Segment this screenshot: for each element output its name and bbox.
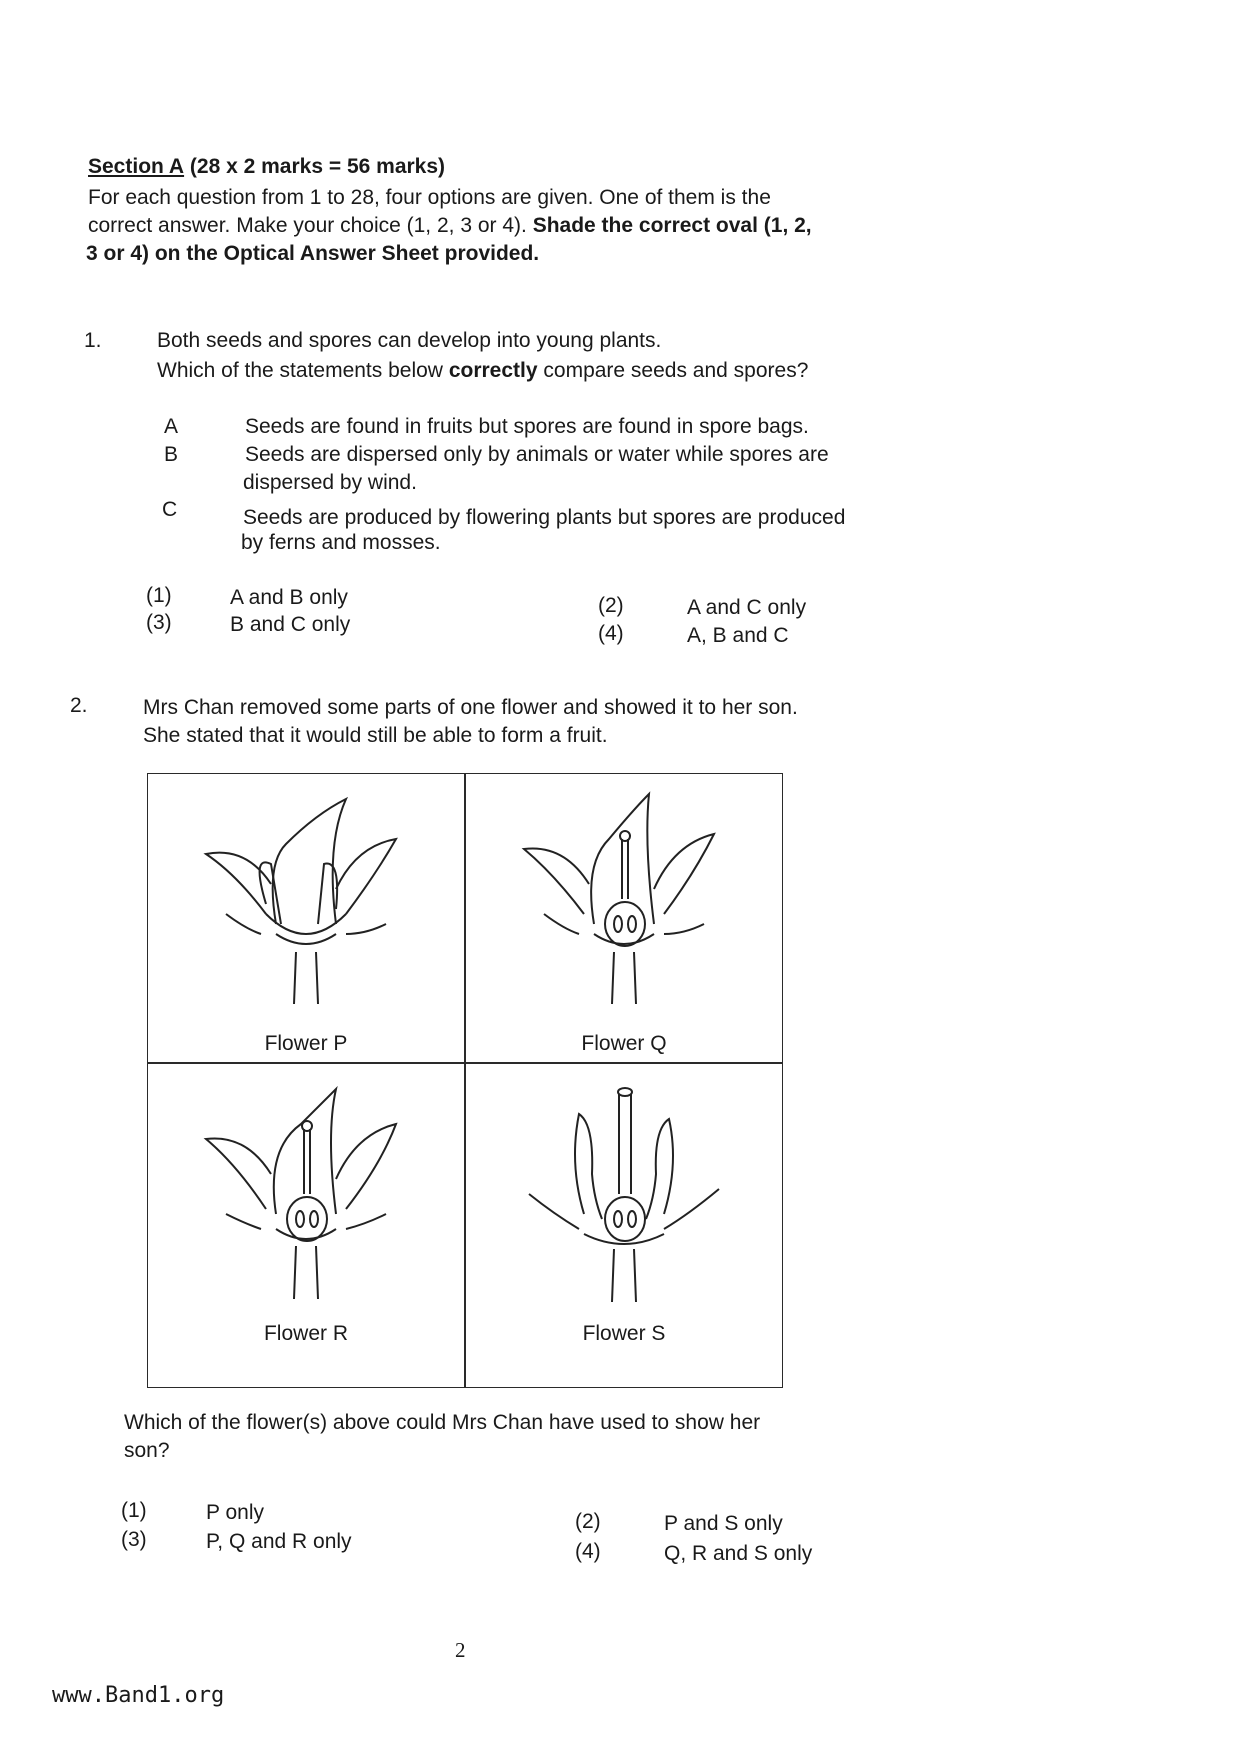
q2-question-line-2: son?	[124, 1439, 170, 1462]
instructions-line-2	[88, 213, 812, 239]
q1-statement-letter: C	[162, 498, 178, 521]
q1-statement-text: Seeds are dispersed only by animals or water while spores are	[245, 443, 829, 466]
q1-line-2a: Which of the statements below	[157, 359, 443, 382]
q1-line-2b: correctly	[448, 359, 538, 382]
q1-statement-text: dispersed by wind.	[243, 471, 417, 494]
q2-option-text: P, Q and R only	[206, 1530, 352, 1553]
q1-line-2	[157, 358, 808, 384]
q1-option-text: A, B and C	[687, 624, 789, 647]
flower-diagram-grid	[147, 773, 783, 1388]
q1-option-number: (1)	[146, 584, 172, 607]
flower-q-drawing	[514, 784, 734, 1014]
page-number: 2	[455, 1638, 466, 1662]
section-marks: (28 x 2 marks = 56 marks)	[189, 155, 446, 178]
q2-option-number: (2)	[575, 1510, 601, 1533]
instructions-line-2b: Shade the correct oval (1, 2,	[532, 214, 812, 237]
q1-statement-text: by ferns and mosses.	[241, 531, 441, 554]
q2-question-line-1: Which of the flower(s) above could Mrs Chan have used to show her	[124, 1411, 761, 1434]
flower-s-cell	[466, 1064, 782, 1352]
instructions-line-1: For each question from 1 to 28, four options are given. One of them is the	[88, 186, 771, 209]
section-title: Section A	[88, 155, 185, 178]
q1-statement-text: Seeds are produced by flowering plants but spores are produced	[243, 506, 846, 529]
flower-label: Flower P	[264, 1032, 348, 1055]
flower-s-drawing	[514, 1074, 734, 1304]
q1-number: 1.	[84, 329, 102, 352]
q2-option-number: (4)	[575, 1540, 601, 1563]
q2-option-text: Q, R and S only	[664, 1542, 813, 1565]
flower-p-cell	[148, 774, 464, 1062]
flower-p-drawing	[196, 784, 416, 1014]
flower-label: Flower S	[582, 1322, 666, 1345]
q1-option-number: (4)	[598, 622, 624, 645]
q1-option-text: A and B only	[230, 586, 348, 609]
footer-url: www.Band1.org	[52, 1683, 225, 1708]
flower-r-cell	[148, 1064, 464, 1352]
q1-option-text: A and C only	[687, 596, 807, 619]
q2-option-number: (1)	[121, 1499, 147, 1522]
flower-label: Flower Q	[581, 1032, 667, 1055]
flower-r-drawing	[196, 1074, 416, 1304]
q1-option-number: (2)	[598, 594, 624, 617]
q2-option-text: P only	[206, 1501, 264, 1524]
flower-q-cell	[466, 774, 782, 1062]
q2-option-text: P and S only	[664, 1512, 783, 1535]
section-header	[88, 154, 445, 180]
q2-line-1: Mrs Chan removed some parts of one flower and showed it to her son.	[143, 696, 798, 719]
flower-label: Flower R	[263, 1322, 348, 1345]
q1-option-number: (3)	[146, 611, 172, 634]
q1-line-1: Both seeds and spores can develop into young plants.	[157, 329, 662, 352]
q1-statement-letter: A	[164, 415, 179, 438]
q2-number: 2.	[70, 694, 88, 717]
instructions-line-2a: correct answer. Make your choice (1, 2, 3 or 4).	[88, 214, 527, 237]
instructions-line-3: 3 or 4) on the Optical Answer Sheet provided.	[86, 242, 540, 265]
q1-statement-text: Seeds are found in fruits but spores are found in spore bags.	[245, 415, 809, 438]
q1-option-text: B and C only	[230, 613, 351, 636]
q1-statement-letter: B	[164, 443, 179, 466]
q1-line-2c: compare seeds and spores?	[543, 359, 809, 382]
q2-option-number: (3)	[121, 1528, 147, 1551]
q2-line-2: She stated that it would still be able to form a fruit.	[143, 724, 608, 747]
